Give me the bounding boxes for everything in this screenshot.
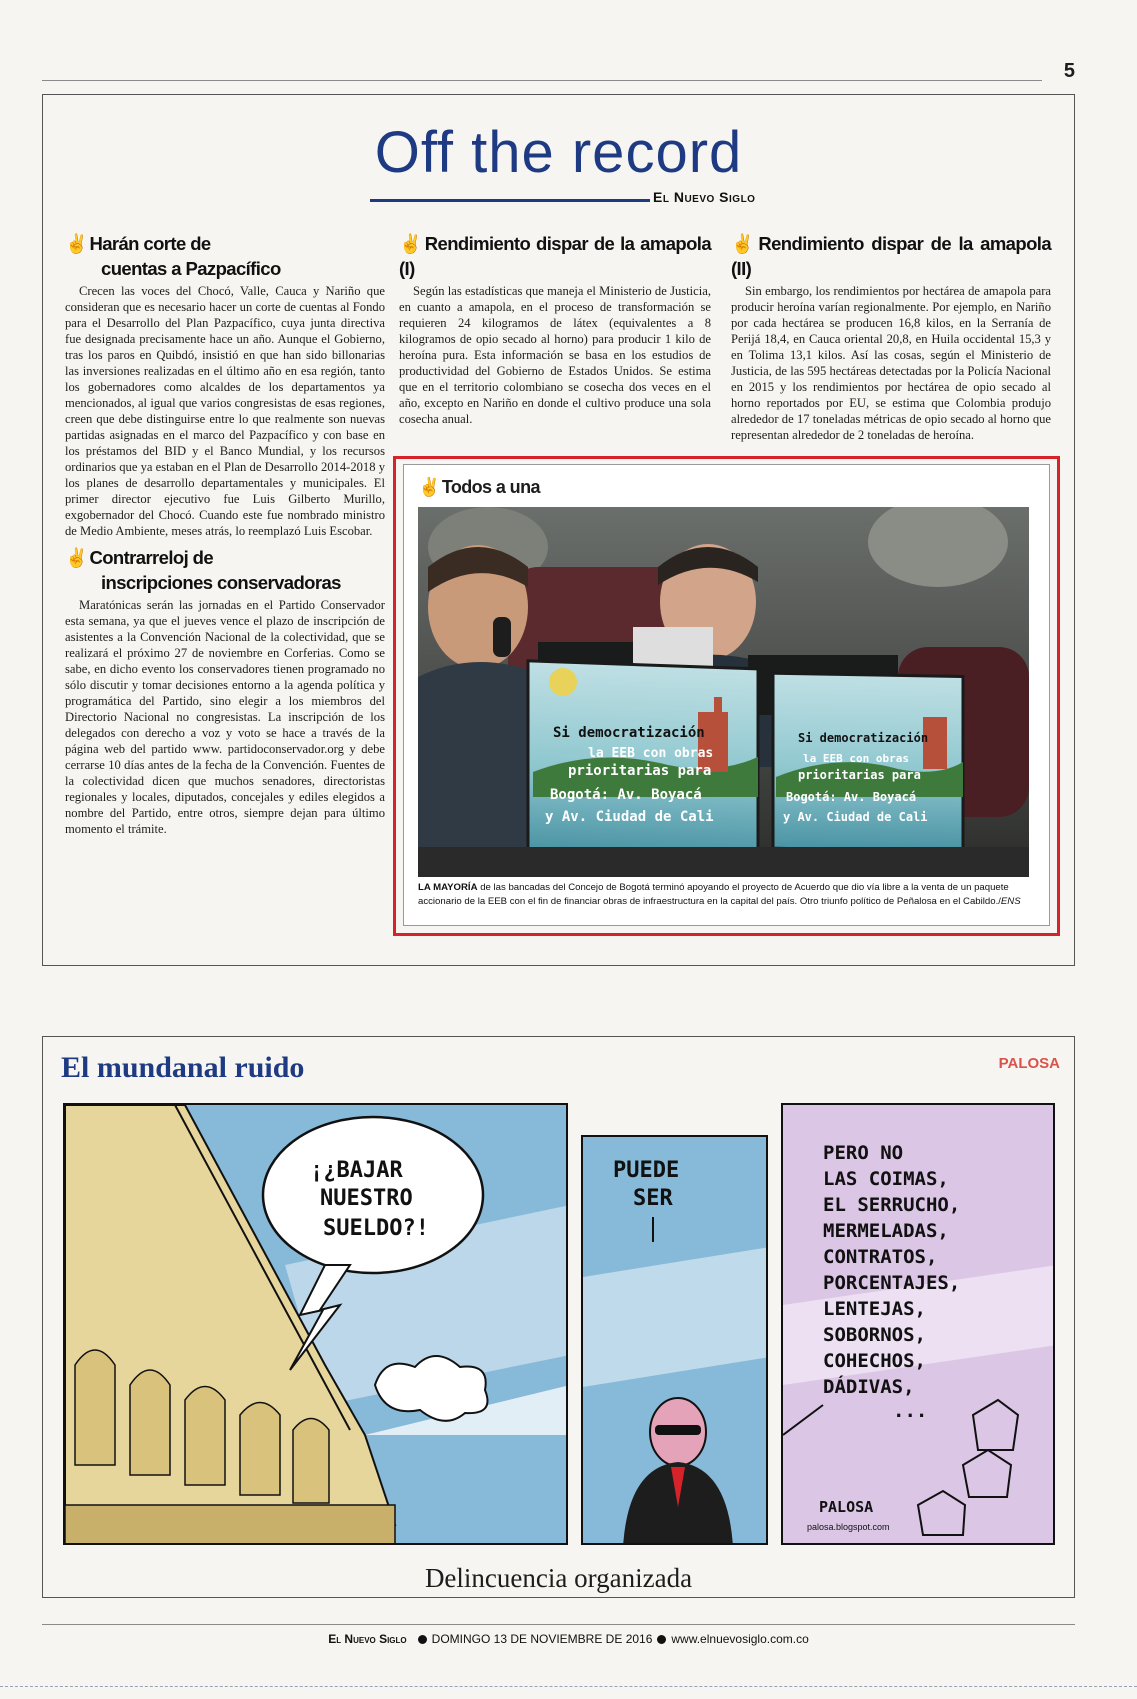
peace-sign-icon: ✌ (65, 547, 88, 568)
comic-caption: Delincuencia organizada (424, 1563, 693, 1593)
bullet-icon (657, 1635, 666, 1644)
sign-text: Bogotá: Av. Boyacá (786, 790, 917, 804)
scan-edge (0, 1686, 1137, 1687)
page-footer (0, 1632, 1137, 1646)
sign-text: y Av. Ciudad de Cali (545, 809, 714, 825)
article-headline-cont: cuentas a Pazpacífico (101, 258, 281, 279)
comic-section-title: El mundanal ruido (61, 1051, 305, 1084)
column-middle (399, 231, 711, 427)
speech-text: CONTRATOS, (823, 1246, 938, 1268)
comic-panel-1 (63, 1103, 568, 1545)
peace-sign-icon: ✌ (418, 477, 440, 497)
speech-text: PORCENTAJES, (823, 1272, 961, 1294)
footer-rule (42, 1624, 1075, 1625)
brand-rule (370, 199, 650, 202)
speech-text: ¡¿BAJAR (310, 1158, 403, 1183)
column-right (731, 231, 1051, 443)
page-number: 5 (1063, 60, 1075, 82)
speech-text: COHECHOS, (823, 1350, 926, 1372)
article-headline: ✌ Contrarreloj de (65, 547, 214, 568)
sign-text: Si democratización (553, 725, 705, 741)
photo-caption: LA MAYORÍA de las bancadas del Concejo de Bogotá terminó apoyando el proyecto de Acuerdo que dio vía libre a la venta de un paquete accionario de la EEB con el fin de financiar obras de infraestructura en la capital del país. Otro triunfo político de Peñalosa en el Cabildo./ENS (418, 882, 1021, 907)
comic-panel-3-art (783, 1105, 1055, 1545)
peace-sign-icon: ✌ (65, 233, 88, 254)
council-photo[interactable] (418, 507, 1029, 877)
speech-text: LENTEJAS, (823, 1298, 926, 1320)
peace-sign-icon: ✌ (731, 233, 757, 254)
sign-text: Si democratización (798, 731, 929, 745)
speech-text: SER (633, 1186, 673, 1211)
comic-panel-1-art (65, 1105, 568, 1545)
article-headline: ✌ Harán corte de (65, 233, 211, 254)
highlighted-photo-feature[interactable] (393, 456, 1060, 936)
speech-text: PUEDE (613, 1158, 680, 1183)
footer-website[interactable]: www.elnuevosiglo.com.co (671, 1632, 809, 1646)
speech-text: EL SERRUCHO, (823, 1194, 961, 1216)
speech-text: MERMELADAS, (823, 1220, 949, 1242)
speech-text: DÁDIVAS, (823, 1376, 915, 1398)
speech-text: PERO NO (823, 1142, 904, 1164)
article-conservadoras (65, 545, 385, 837)
footer-brand: El Nuevo Siglo (328, 1632, 407, 1646)
sign-text: prioritarias para (798, 768, 921, 782)
article-body: Sin embargo, los rendimientos por hectárea de amapola para producir heroína varían regionalmente. Por ejemplo, en Nariño por cada hectárea se producen 16,8 kilos, en la Serranía de Perijá 18,4, en Cauca oriental 20,8, en Huila occidental 15,3 y en Tolima 13,1 kilos. Así las cosas, según el Ministerio de Justicia, de las 595 hectáreas detectadas por la Policía Nacional en 2015 y los rendimientos por hectárea de opio secado al horno reportados por EU, se estima que Colombia produjo alrededor de 17 toneladas métricas de opio secado al horno que representan alrededor de 2 toneladas de heroína. (731, 284, 1051, 442)
section-title: Off the record (374, 120, 743, 185)
comic-blog: palosa.blogspot.com (807, 1522, 890, 1532)
comic-panel-2-art (583, 1137, 768, 1545)
comic-section (42, 1036, 1075, 1598)
sign-text: la EEB con obras (588, 746, 714, 761)
article-amapola-1 (399, 231, 711, 427)
photo-feature-frame (403, 464, 1050, 926)
article-body: Crecen las voces del Chocó, Valle, Cauca y Nariño que consideran que es necesario hacer un corte de cuentas al Fondo para el Desarrollo del Plan Pazpacífico, cuya junta directiva fue designada precisamente hace un año. Aunque el Gobierno, tras los paros en Quibdó, insistió en que han sido billonarias las inversiones realizadas en el último año en esa región, tanto los gobernadores como alcaldes de los departamentos ya mencionados, al igual que varios congresistas de esas regiones, creen que debe distinguirse entre lo que realmente son nuevas partidas asignadas en el marco del Pazpacífico y con base en los préstamos del BID y el Banco Mundial, y los recursos ordinarios que ya estaban en el Plan de Desarrollo 2014-2018 y los planes de desarrollo departamentales y municipales. El primer director ejecutivo fue Luis Gilberto Murillo, exgobernador del Chocó. Cuando este fue nombrado ministro de Medio Ambiente, meses atrás, lo reemplazó Luis Escobar. (65, 284, 385, 538)
comic-signature: PALOSA (819, 1498, 874, 1516)
council-photo-illustration (418, 507, 1029, 877)
article-amapola-2 (731, 231, 1051, 443)
speech-text: ... (893, 1400, 928, 1422)
sign-text: la EEB con obras (803, 752, 909, 765)
brand-name: El Nuevo Siglo (653, 189, 756, 205)
article-headline: ✌ Rendimiento dispar de la amapola (II) (731, 233, 1052, 279)
speech-text: LAS COIMAS, (823, 1168, 949, 1190)
article-headline-cont: inscripciones conservadoras (101, 572, 341, 593)
comic-panel-3 (781, 1103, 1055, 1545)
speech-text: SOBORNOS, (823, 1324, 926, 1346)
column-left (65, 231, 385, 837)
speech-text: NUESTRO (320, 1186, 413, 1211)
sign-text: prioritarias para (568, 763, 712, 779)
footer-date: DOMINGO 13 DE NOVIEMBRE DE 2016 (431, 1632, 653, 1646)
comic-panel-2 (581, 1135, 768, 1545)
comic-author: PALOSA (998, 1055, 1060, 1072)
speech-text: SUELDO?! (323, 1216, 429, 1241)
sign-text: y Av. Ciudad de Cali (783, 810, 928, 824)
sign-text: Bogotá: Av. Boyacá (550, 787, 702, 803)
article-pazpacifico (65, 231, 385, 539)
bullet-icon (418, 1635, 427, 1644)
top-rule (42, 80, 1042, 81)
photo-feature-headline: ✌ Todos a una (418, 477, 540, 497)
peace-sign-icon: ✌ (399, 233, 423, 254)
article-body: Según las estadísticas que maneja el Ministerio de Justicia, en cuanto a amapola, en el proceso de transformación se requieren 24 kilogramos de látex (equivalentes a 8 kilogramos de opio secado al horno) para producir 1 kilo de heroína pura. Esta información se basa en los estudios de productividad del Gobierno de Estados Unidos. Se estima que en el territorio colombiano se cosecha dos veces en el año, excepto en Nariño en donde el cultivo produce una sola cosecha anual. (399, 284, 711, 426)
article-body: Maratónicas serán las jornadas en el Partido Conservador esta semana, ya que el jueves vence el plazo de inscripción de asistentes a la Convención Nacional de la colectividad, que se realizará el próximo 27 de noviembre en Corferias. Como se sabe, en dicho evento los conservadores tienen programado no sólo discutir y tomar decisiones entorno a la agenda política y programática del Partido, sino elegir a los miembros del Directorio Nacional no congresistas. La inscripción de los delegados con derecho a voz y voto se hace a través de la página web del partido www. partidoconservador.org y debe cerrarse 10 días antes de la fecha de la Convención. Fuentes de la colectividad dicen que muchos senadores, directoristas regionales y locales, diputados, concejales y ediles elegidos a nombre del Partido, entre otros, siempre dejan para último momento el trámite. (65, 598, 385, 836)
article-headline: ✌ Rendimiento dispar de la amapola (I) (399, 233, 712, 279)
